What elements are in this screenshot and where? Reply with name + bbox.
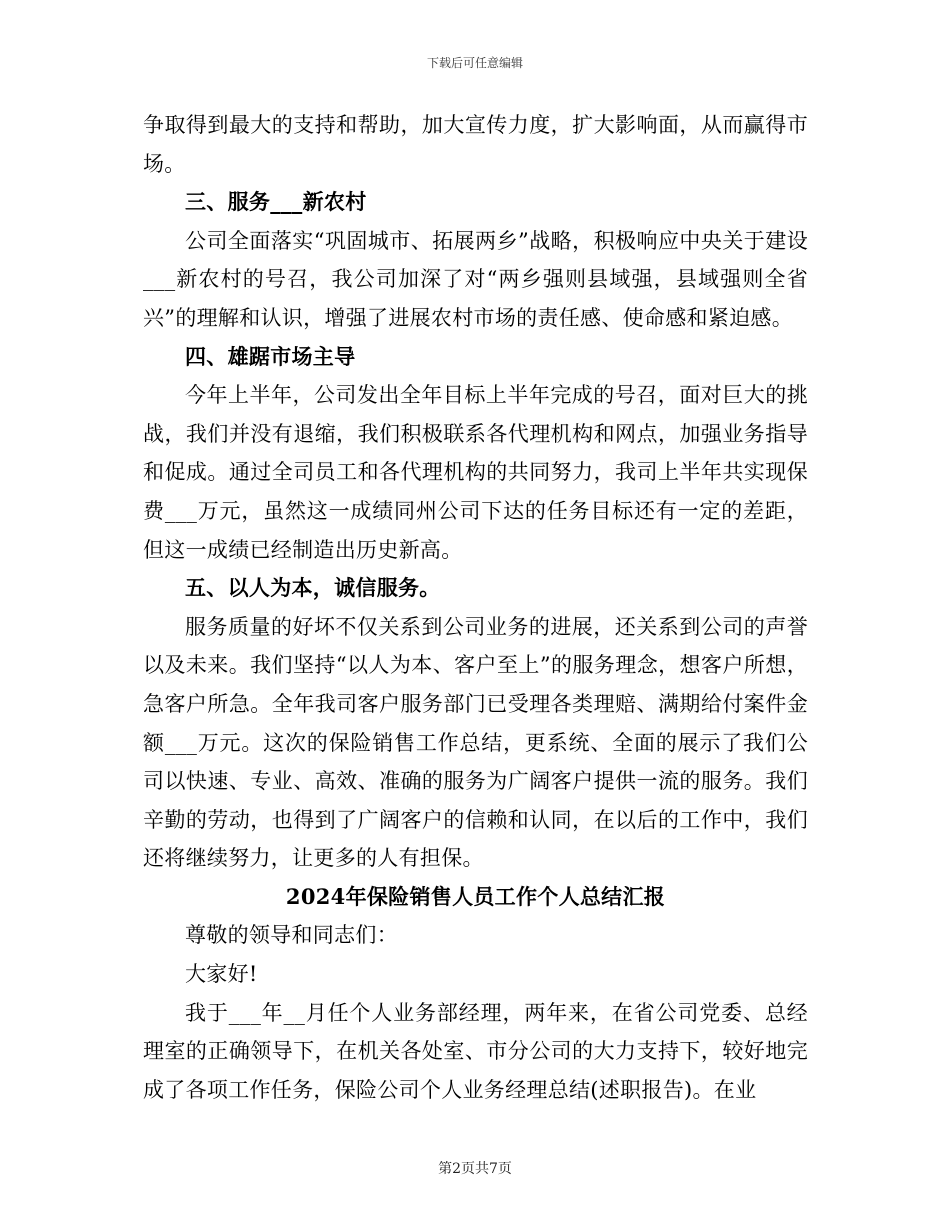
paragraph-intro: 我于___年__月任个人业务部经理，两年来，在省公司党委、总经理室的正确领导下，在机关各处室、市分公司的大力支持下，较好地完成了各项工作任务，保险公司个人业务经理总结(述职报告)。在业 (143, 1000, 808, 1102)
paragraph-rural-strategy: 公司全面落实“巩固城市、拓展两乡”战略，积极响应中央关于建设___新农村的号召，我公司加深了对“两乡强则县域强，县域强则全省兴”的理解和认识，增强了进展农村市场的责任感、使命感和紧迫感。 (143, 228, 808, 330)
document-title: 2024年保险销售人员工作个人总结汇报 (285, 883, 666, 909)
document-body (143, 106, 808, 1109)
page-number-footer: 第2页共7页 (438, 1161, 512, 1177)
section-heading-4: 四、雄踞市场主导 (185, 343, 356, 369)
section-heading-3: 三、服务___新农村 (185, 189, 367, 215)
paragraph-continuation: 争取得到最大的支持和帮助，加大宣传力度，扩大影响面，从而赢得市场。 (143, 113, 808, 176)
paragraph-market: 今年上半年，公司发出全年目标上半年完成的号召，面对巨大的挑战，我们并没有退缩，我们积极联系各代理机构和网点，加强业务指导和促成。通过全司员工和各代理机构的共同努力，我司上半年共实现保费___万元，虽然这一成绩同州公司下达的任务目标还有一定的差距，但这一成绩已经制造出历史新高。 (143, 383, 808, 562)
salutation: 尊敬的领导和同志们： (185, 923, 398, 948)
page-header-note: 下载后可任意编辑 (426, 56, 523, 70)
section-heading-5: 五、以人为本，诚信服务。 (185, 575, 441, 601)
greeting: 大家好! (185, 962, 258, 987)
paragraph-service: 服务质量的好坏不仅关系到公司业务的进展，还关系到公司的声誉以及未来。我们坚持“以人为本、客户至上”的服务理念，想客户所想，急客户所急。全年我司客户服务部门已受理各类理赔、满期给付案件金额___万元。这次的保险销售工作总结，更系统、全面的展示了我们公司以快速、专业、高效、准确的服务为广阔客户提供一流的服务。我们辛勤的劳动，也得到了广阔客户的信赖和认同，在以后的工作中，我们还将继续努力，让更多的人有担保。 (143, 614, 808, 871)
